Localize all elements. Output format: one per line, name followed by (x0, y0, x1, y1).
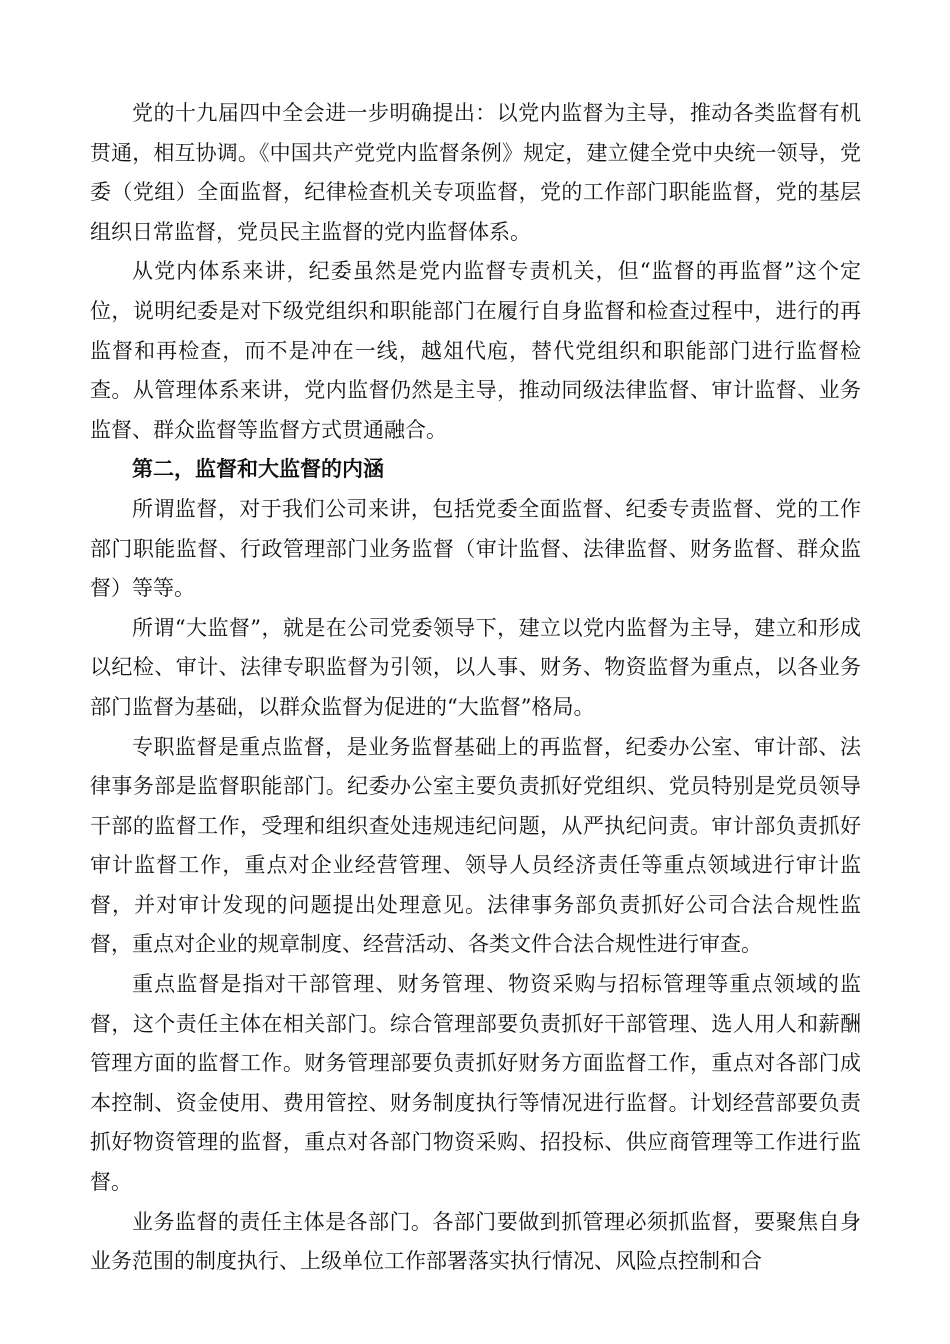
document-body (90, 94, 861, 1282)
paragraph-3: 所谓监督，对于我们公司来讲，包括党委全面监督、纪委专责监督、党的工作部门职能监督、行政管理部门业务监督（审计监督、法律监督、财务监督、群众监督）等等。 (90, 496, 861, 601)
paragraph-1: 党的十九届四中全会进一步明确提出：以党内监督为主导，推动各类监督有机贯通，相互协调。《中国共产党党内监督条例》规定，建立健全党中央统一领导，党委（党组）全面监督，纪律检查机关专项监督，党的工作部门职能监督，党的基层组织日常监督，党员民主监督的党内监督体系。 (90, 101, 861, 244)
section-heading: 第二，监督和大监督的内涵 (132, 457, 384, 482)
paragraph-7: 业务监督的责任主体是各部门。各部门要做到抓管理必须抓监督，要聚焦自身业务范围的制度执行、上级单位工作部署落实执行情况、风险点控制和合 (90, 1209, 861, 1274)
paragraph-6: 重点监督是指对干部管理、财务管理、物资采购与招标管理等重点领域的监督，这个责任主体在相关部门。综合管理部要负责抓好干部管理、选人用人和薪酬管理方面的监督工作。财务管理部要负责抓好财务方面监督工作，重点对各部门成本控制、资金使用、费用管控、财务制度执行等情况进行监督。计划经营部要负责抓好物资管理的监督，重点对各部门物资采购、招投标、供应商管理等工作进行监督。 (90, 972, 861, 1195)
paragraph-2: 从党内体系来讲，纪委虽然是党内监督专责机关，但“监督的再监督”这个定位，说明纪委是对下级党组织和职能部门在履行自身监督和检查过程中，进行的再监督和再检查，而不是冲在一线，越俎代庖，替代党组织和职能部门进行监督检查。从管理体系来讲，党内监督仍然是主导，推动同级法律监督、审计监督、业务监督、群众监督等监督方式贯通融合。 (90, 259, 861, 442)
paragraph-5: 专职监督是重点监督，是业务监督基础上的再监督，纪委办公室、审计部、法律事务部是监督职能部门。纪委办公室主要负责抓好党组织、党员特别是党员领导干部的监督工作，受理和组织查处违规违纪问题，从严执纪问责。审计部负责抓好审计监督工作，重点对企业经营管理、领导人员经济责任等重点领域进行审计监督，并对审计发现的问题提出处理意见。法律事务部负责抓好公司合法合规性监督，重点对企业的规章制度、经营活动、各类文件合法合规性进行审查。 (90, 734, 861, 957)
paragraph-4: 所谓“大监督”，就是在公司党委领导下，建立以党内监督为主导，建立和形成以纪检、审计、法律专职监督为引领，以人事、财务、物资监督为重点，以各业务部门监督为基础，以群众监督为促进的“大监督”格局。 (90, 615, 861, 719)
